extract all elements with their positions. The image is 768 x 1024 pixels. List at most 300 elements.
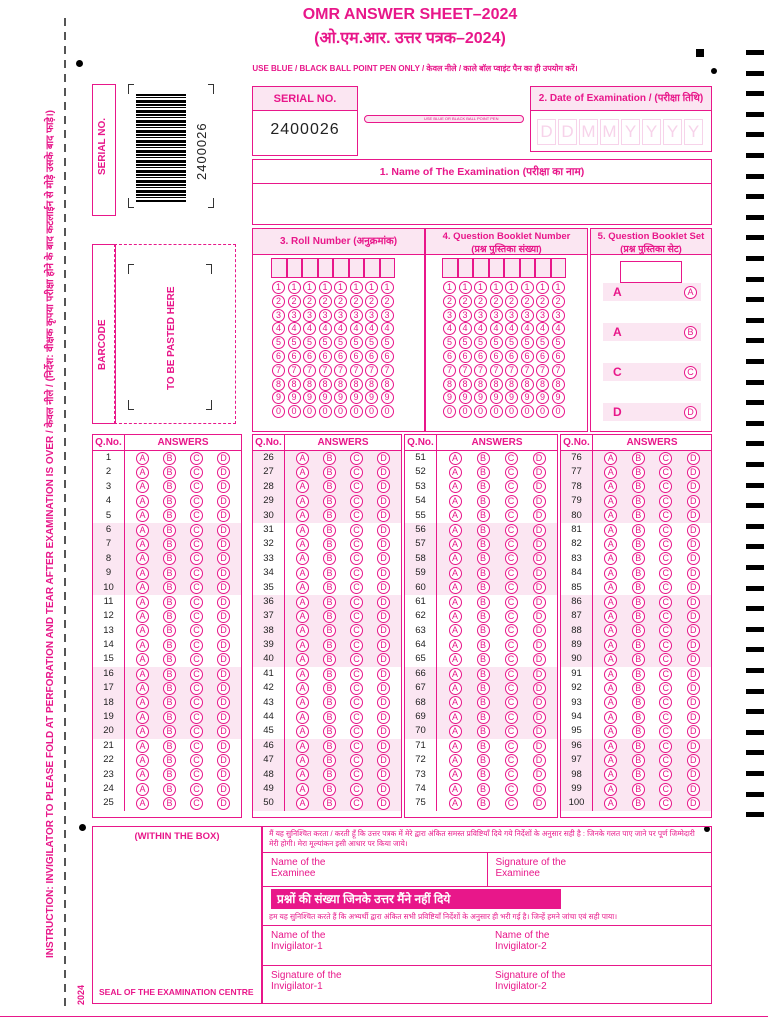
answer-bubble-c[interactable]: C <box>190 624 203 637</box>
roll-number-bubble[interactable]: 1 <box>381 281 394 294</box>
answer-bubble-d[interactable]: D <box>217 740 230 753</box>
roll-number-bubble[interactable]: 5 <box>288 336 301 349</box>
roll-number-bubble[interactable]: 6 <box>334 350 347 363</box>
answer-bubble-d[interactable]: D <box>687 668 700 681</box>
answer-bubble-d[interactable]: D <box>533 696 546 709</box>
roll-number-bubble[interactable]: 4 <box>350 322 363 335</box>
answer-bubble-c[interactable]: C <box>659 495 672 508</box>
answer-bubble-b[interactable]: B <box>163 466 176 479</box>
answer-bubble-a[interactable]: A <box>449 653 462 666</box>
answer-bubble-b[interactable]: B <box>632 711 645 724</box>
answer-bubble-a[interactable]: A <box>296 495 309 508</box>
answer-bubble-b[interactable]: B <box>632 639 645 652</box>
answer-bubble-b[interactable]: B <box>323 624 336 637</box>
booklet-number-write-cell[interactable] <box>458 258 474 278</box>
answer-bubble-d[interactable]: D <box>687 682 700 695</box>
booklet-number-bubble[interactable]: 7 <box>521 364 534 377</box>
answer-bubble-b[interactable]: B <box>632 538 645 551</box>
answer-bubble-d[interactable]: D <box>533 610 546 623</box>
answer-bubble-b[interactable]: B <box>323 696 336 709</box>
answer-bubble-b[interactable]: B <box>323 668 336 681</box>
answer-bubble-a[interactable]: A <box>449 509 462 522</box>
answer-bubble-d[interactable]: D <box>217 466 230 479</box>
answer-bubble-b[interactable]: B <box>632 480 645 493</box>
roll-number-bubble[interactable]: 1 <box>288 281 301 294</box>
answer-bubble-b[interactable]: B <box>323 783 336 796</box>
answer-bubble-d[interactable]: D <box>377 696 390 709</box>
booklet-number-bubble[interactable]: 8 <box>505 378 518 391</box>
booklet-number-bubble[interactable]: 3 <box>505 309 518 322</box>
answer-bubble-c[interactable]: C <box>659 538 672 551</box>
answer-bubble-a[interactable]: A <box>296 480 309 493</box>
roll-number-bubble[interactable]: 1 <box>319 281 332 294</box>
answer-bubble-d[interactable]: D <box>217 567 230 580</box>
roll-number-bubble[interactable]: 8 <box>319 378 332 391</box>
answer-bubble-b[interactable]: B <box>477 783 490 796</box>
booklet-number-bubble[interactable]: 0 <box>474 405 487 418</box>
answer-bubble-a[interactable]: A <box>449 768 462 781</box>
answer-bubble-c[interactable]: C <box>190 682 203 695</box>
answer-bubble-a[interactable]: A <box>604 538 617 551</box>
answer-bubble-c[interactable]: C <box>505 538 518 551</box>
answer-bubble-d[interactable]: D <box>687 567 700 580</box>
roll-number-bubble[interactable]: 2 <box>272 295 285 308</box>
answer-bubble-c[interactable]: C <box>350 495 363 508</box>
answer-bubble-b[interactable]: B <box>323 610 336 623</box>
booklet-number-bubble[interactable]: 9 <box>536 391 549 404</box>
answer-bubble-b[interactable]: B <box>163 711 176 724</box>
booklet-number-bubble[interactable]: 2 <box>521 295 534 308</box>
answer-bubble-b[interactable]: B <box>632 567 645 580</box>
booklet-number-bubble[interactable]: 7 <box>474 364 487 377</box>
answer-bubble-d[interactable]: D <box>533 754 546 767</box>
booklet-number-bubble[interactable]: 7 <box>443 364 456 377</box>
roll-number-bubble[interactable]: 7 <box>319 364 332 377</box>
answer-bubble-b[interactable]: B <box>632 740 645 753</box>
answer-bubble-d[interactable]: D <box>217 610 230 623</box>
answer-bubble-b[interactable]: B <box>632 668 645 681</box>
answer-bubble-d[interactable]: D <box>217 524 230 537</box>
answer-bubble-c[interactable]: C <box>659 711 672 724</box>
answer-bubble-b[interactable]: B <box>323 538 336 551</box>
answer-bubble-c[interactable]: C <box>659 682 672 695</box>
answer-bubble-c[interactable]: C <box>505 495 518 508</box>
answer-bubble-d[interactable]: D <box>687 639 700 652</box>
answer-bubble-c[interactable]: C <box>659 754 672 767</box>
answer-bubble-a[interactable]: A <box>296 783 309 796</box>
answer-bubble-d[interactable]: D <box>687 725 700 738</box>
answer-bubble-d[interactable]: D <box>217 452 230 465</box>
answer-bubble-d[interactable]: D <box>687 740 700 753</box>
roll-number-bubble[interactable]: 1 <box>272 281 285 294</box>
booklet-number-bubble[interactable]: 9 <box>552 391 565 404</box>
roll-number-write-cell[interactable] <box>349 258 365 278</box>
booklet-number-bubble[interactable]: 4 <box>505 322 518 335</box>
answer-bubble-a[interactable]: A <box>604 581 617 594</box>
answer-bubble-c[interactable]: C <box>659 725 672 738</box>
answer-bubble-b[interactable]: B <box>323 797 336 810</box>
answer-bubble-c[interactable]: C <box>190 653 203 666</box>
roll-number-bubble[interactable]: 3 <box>381 309 394 322</box>
answer-bubble-c[interactable]: C <box>350 624 363 637</box>
answer-bubble-b[interactable]: B <box>632 682 645 695</box>
answer-bubble-b[interactable]: B <box>632 495 645 508</box>
answer-bubble-b[interactable]: B <box>477 624 490 637</box>
booklet-number-bubble[interactable]: 3 <box>552 309 565 322</box>
booklet-number-bubble[interactable]: 9 <box>459 391 472 404</box>
answer-bubble-b[interactable]: B <box>632 653 645 666</box>
answer-bubble-c[interactable]: C <box>659 610 672 623</box>
roll-number-bubble[interactable]: 8 <box>288 378 301 391</box>
answer-bubble-a[interactable]: A <box>449 524 462 537</box>
roll-number-bubble[interactable]: 6 <box>350 350 363 363</box>
answer-bubble-a[interactable]: A <box>449 725 462 738</box>
answer-bubble-b[interactable]: B <box>323 452 336 465</box>
answer-bubble-d[interactable]: D <box>217 624 230 637</box>
roll-number-bubble[interactable]: 9 <box>288 391 301 404</box>
answer-bubble-c[interactable]: C <box>505 466 518 479</box>
answer-bubble-c[interactable]: C <box>659 696 672 709</box>
answer-bubble-d[interactable]: D <box>377 610 390 623</box>
answer-bubble-b[interactable]: B <box>323 552 336 565</box>
answer-bubble-b[interactable]: B <box>477 768 490 781</box>
answer-bubble-b[interactable]: B <box>163 768 176 781</box>
answer-bubble-d[interactable]: D <box>533 682 546 695</box>
booklet-number-bubble[interactable]: 1 <box>490 281 503 294</box>
answer-bubble-d[interactable]: D <box>687 596 700 609</box>
answer-bubble-d[interactable]: D <box>377 653 390 666</box>
roll-number-bubble[interactable]: 5 <box>350 336 363 349</box>
roll-number-bubble[interactable]: 2 <box>334 295 347 308</box>
answer-bubble-b[interactable]: B <box>477 524 490 537</box>
answer-bubble-a[interactable]: A <box>449 610 462 623</box>
answer-bubble-a[interactable]: A <box>136 596 149 609</box>
answer-bubble-a[interactable]: A <box>136 639 149 652</box>
answer-bubble-c[interactable]: C <box>659 581 672 594</box>
answer-bubble-a[interactable]: A <box>136 768 149 781</box>
date-cell[interactable]: Y <box>663 119 682 145</box>
answer-bubble-c[interactable]: C <box>190 480 203 493</box>
booklet-set-bubble[interactable]: B <box>684 326 697 339</box>
answer-bubble-c[interactable]: C <box>505 797 518 810</box>
answer-bubble-c[interactable]: C <box>505 480 518 493</box>
answer-bubble-c[interactable]: C <box>350 653 363 666</box>
answer-bubble-b[interactable]: B <box>477 711 490 724</box>
booklet-number-bubble[interactable]: 9 <box>521 391 534 404</box>
answer-bubble-a[interactable]: A <box>604 509 617 522</box>
answer-bubble-b[interactable]: B <box>477 682 490 695</box>
answer-bubble-d[interactable]: D <box>687 653 700 666</box>
answer-bubble-b[interactable]: B <box>632 797 645 810</box>
answer-bubble-d[interactable]: D <box>377 538 390 551</box>
booklet-number-bubble[interactable]: 4 <box>474 322 487 335</box>
answer-bubble-d[interactable]: D <box>217 768 230 781</box>
answer-bubble-b[interactable]: B <box>477 552 490 565</box>
answer-bubble-c[interactable]: C <box>505 524 518 537</box>
booklet-number-write-cell[interactable] <box>535 258 551 278</box>
booklet-number-bubble[interactable]: 1 <box>536 281 549 294</box>
answer-bubble-d[interactable]: D <box>217 682 230 695</box>
answer-bubble-c[interactable]: C <box>505 682 518 695</box>
answer-bubble-c[interactable]: C <box>190 509 203 522</box>
answer-bubble-a[interactable]: A <box>449 668 462 681</box>
roll-number-bubble[interactable]: 3 <box>334 309 347 322</box>
answer-bubble-c[interactable]: C <box>505 452 518 465</box>
booklet-set-bubble[interactable]: C <box>684 366 697 379</box>
answer-bubble-b[interactable]: B <box>477 538 490 551</box>
answer-bubble-d[interactable]: D <box>533 538 546 551</box>
answer-bubble-c[interactable]: C <box>350 682 363 695</box>
answer-bubble-c[interactable]: C <box>505 711 518 724</box>
booklet-number-bubble[interactable]: 7 <box>490 364 503 377</box>
roll-number-bubble[interactable]: 4 <box>334 322 347 335</box>
answer-bubble-d[interactable]: D <box>377 480 390 493</box>
answer-bubble-a[interactable]: A <box>604 567 617 580</box>
answer-bubble-a[interactable]: A <box>604 725 617 738</box>
answer-bubble-b[interactable]: B <box>477 495 490 508</box>
answer-bubble-c[interactable]: C <box>190 783 203 796</box>
answer-bubble-c[interactable]: C <box>350 480 363 493</box>
answer-bubble-d[interactable]: D <box>377 668 390 681</box>
answer-bubble-d[interactable]: D <box>217 538 230 551</box>
answer-bubble-b[interactable]: B <box>323 567 336 580</box>
answer-bubble-b[interactable]: B <box>163 696 176 709</box>
answer-bubble-d[interactable]: D <box>217 696 230 709</box>
answer-bubble-d[interactable]: D <box>533 567 546 580</box>
answer-bubble-a[interactable]: A <box>449 740 462 753</box>
answer-bubble-a[interactable]: A <box>449 581 462 594</box>
answer-bubble-b[interactable]: B <box>477 596 490 609</box>
booklet-number-bubble[interactable]: 3 <box>536 309 549 322</box>
answer-bubble-d[interactable]: D <box>687 624 700 637</box>
answer-bubble-b[interactable]: B <box>163 754 176 767</box>
booklet-number-bubble[interactable]: 4 <box>459 322 472 335</box>
answer-bubble-a[interactable]: A <box>296 567 309 580</box>
roll-number-write-cell[interactable] <box>271 258 287 278</box>
booklet-set-option[interactable] <box>603 323 701 341</box>
answer-bubble-b[interactable]: B <box>163 567 176 580</box>
answer-bubble-b[interactable]: B <box>323 682 336 695</box>
roll-number-bubble[interactable]: 5 <box>272 336 285 349</box>
roll-number-bubble[interactable]: 8 <box>334 378 347 391</box>
roll-number-bubble[interactable]: 0 <box>365 405 378 418</box>
booklet-number-bubble[interactable]: 1 <box>459 281 472 294</box>
roll-number-bubble[interactable]: 5 <box>381 336 394 349</box>
booklet-number-bubble[interactable]: 7 <box>536 364 549 377</box>
date-cell[interactable]: D <box>537 119 556 145</box>
answer-bubble-a[interactable]: A <box>136 567 149 580</box>
answer-bubble-d[interactable]: D <box>377 740 390 753</box>
roll-number-bubble[interactable]: 8 <box>350 378 363 391</box>
booklet-number-bubble[interactable]: 0 <box>459 405 472 418</box>
answer-bubble-a[interactable]: A <box>449 639 462 652</box>
answer-bubble-d[interactable]: D <box>687 480 700 493</box>
answer-bubble-d[interactable]: D <box>377 596 390 609</box>
answer-bubble-d[interactable]: D <box>533 524 546 537</box>
answer-bubble-d[interactable]: D <box>533 711 546 724</box>
answer-bubble-a[interactable]: A <box>449 596 462 609</box>
roll-number-bubble[interactable]: 4 <box>288 322 301 335</box>
answer-bubble-d[interactable]: D <box>533 596 546 609</box>
booklet-number-write-cell[interactable] <box>489 258 505 278</box>
answer-bubble-b[interactable]: B <box>163 596 176 609</box>
booklet-number-bubble[interactable]: 4 <box>490 322 503 335</box>
booklet-number-bubble[interactable]: 9 <box>474 391 487 404</box>
answer-bubble-d[interactable]: D <box>533 740 546 753</box>
roll-number-bubble[interactable]: 9 <box>350 391 363 404</box>
answer-bubble-d[interactable]: D <box>377 639 390 652</box>
roll-number-bubble[interactable]: 2 <box>319 295 332 308</box>
answer-bubble-c[interactable]: C <box>350 538 363 551</box>
answer-bubble-c[interactable]: C <box>659 668 672 681</box>
roll-number-bubble[interactable]: 6 <box>319 350 332 363</box>
answer-bubble-b[interactable]: B <box>163 639 176 652</box>
answer-bubble-c[interactable]: C <box>505 740 518 753</box>
answer-bubble-a[interactable]: A <box>604 466 617 479</box>
answer-bubble-a[interactable]: A <box>449 696 462 709</box>
answer-bubble-a[interactable]: A <box>136 653 149 666</box>
answer-bubble-a[interactable]: A <box>296 682 309 695</box>
roll-number-bubble[interactable]: 6 <box>303 350 316 363</box>
roll-number-bubble[interactable]: 2 <box>365 295 378 308</box>
answer-bubble-d[interactable]: D <box>687 452 700 465</box>
booklet-set-bubble[interactable]: A <box>684 286 697 299</box>
answer-bubble-b[interactable]: B <box>477 725 490 738</box>
answer-bubble-d[interactable]: D <box>377 725 390 738</box>
answer-bubble-b[interactable]: B <box>323 480 336 493</box>
answer-bubble-b[interactable]: B <box>477 740 490 753</box>
answer-bubble-d[interactable]: D <box>217 509 230 522</box>
answer-bubble-a[interactable]: A <box>449 552 462 565</box>
answer-bubble-a[interactable]: A <box>136 624 149 637</box>
booklet-number-bubble[interactable]: 8 <box>490 378 503 391</box>
answer-bubble-d[interactable]: D <box>377 567 390 580</box>
booklet-number-bubble[interactable]: 0 <box>521 405 534 418</box>
answer-bubble-a[interactable]: A <box>604 768 617 781</box>
date-cell[interactable]: Y <box>684 119 703 145</box>
answer-bubble-b[interactable]: B <box>323 768 336 781</box>
answer-bubble-b[interactable]: B <box>323 711 336 724</box>
date-cell[interactable]: Y <box>621 119 640 145</box>
roll-number-write-cell[interactable] <box>333 258 349 278</box>
answer-bubble-c[interactable]: C <box>350 639 363 652</box>
answer-bubble-d[interactable]: D <box>687 524 700 537</box>
roll-number-bubble[interactable]: 0 <box>272 405 285 418</box>
answer-bubble-b[interactable]: B <box>477 466 490 479</box>
answer-bubble-d[interactable]: D <box>687 696 700 709</box>
answer-bubble-c[interactable]: C <box>350 581 363 594</box>
roll-number-bubble[interactable]: 9 <box>319 391 332 404</box>
roll-number-bubble[interactable]: 9 <box>303 391 316 404</box>
answer-bubble-d[interactable]: D <box>533 725 546 738</box>
answer-bubble-d[interactable]: D <box>687 509 700 522</box>
answer-bubble-d[interactable]: D <box>533 639 546 652</box>
roll-number-bubble[interactable]: 5 <box>319 336 332 349</box>
answer-bubble-c[interactable]: C <box>505 509 518 522</box>
answer-bubble-d[interactable]: D <box>377 682 390 695</box>
roll-number-bubble[interactable]: 7 <box>334 364 347 377</box>
roll-number-write-cell[interactable] <box>380 258 396 278</box>
booklet-number-bubble[interactable]: 9 <box>490 391 503 404</box>
answer-bubble-a[interactable]: A <box>604 452 617 465</box>
answer-bubble-a[interactable]: A <box>136 797 149 810</box>
booklet-number-bubble[interactable]: 0 <box>490 405 503 418</box>
answer-bubble-a[interactable]: A <box>604 624 617 637</box>
answer-bubble-d[interactable]: D <box>377 452 390 465</box>
booklet-number-bubble[interactable]: 2 <box>459 295 472 308</box>
answer-bubble-b[interactable]: B <box>477 480 490 493</box>
roll-number-bubble[interactable]: 4 <box>272 322 285 335</box>
answer-bubble-b[interactable]: B <box>323 653 336 666</box>
answer-bubble-d[interactable]: D <box>687 581 700 594</box>
answer-bubble-b[interactable]: B <box>323 581 336 594</box>
answer-bubble-c[interactable]: C <box>350 740 363 753</box>
booklet-number-bubble[interactable]: 5 <box>505 336 518 349</box>
booklet-number-bubble[interactable]: 8 <box>459 378 472 391</box>
answer-bubble-a[interactable]: A <box>136 682 149 695</box>
answer-bubble-d[interactable]: D <box>217 711 230 724</box>
answer-bubble-c[interactable]: C <box>505 653 518 666</box>
answer-bubble-c[interactable]: C <box>190 797 203 810</box>
roll-number-bubble[interactable]: 1 <box>350 281 363 294</box>
answer-bubble-c[interactable]: C <box>190 466 203 479</box>
answer-bubble-d[interactable]: D <box>377 711 390 724</box>
answer-bubble-a[interactable]: A <box>604 480 617 493</box>
answer-bubble-b[interactable]: B <box>163 668 176 681</box>
answer-bubble-a[interactable]: A <box>296 768 309 781</box>
answer-bubble-a[interactable]: A <box>449 783 462 796</box>
booklet-number-bubble[interactable]: 8 <box>521 378 534 391</box>
answer-bubble-a[interactable]: A <box>449 538 462 551</box>
answer-bubble-a[interactable]: A <box>136 452 149 465</box>
booklet-number-bubble[interactable]: 4 <box>443 322 456 335</box>
answer-bubble-c[interactable]: C <box>190 610 203 623</box>
answer-bubble-b[interactable]: B <box>477 452 490 465</box>
booklet-number-bubble[interactable]: 2 <box>443 295 456 308</box>
answer-bubble-a[interactable]: A <box>136 711 149 724</box>
answer-bubble-b[interactable]: B <box>632 610 645 623</box>
answer-bubble-a[interactable]: A <box>604 783 617 796</box>
booklet-number-write-cell[interactable] <box>442 258 458 278</box>
booklet-number-bubble[interactable]: 1 <box>443 281 456 294</box>
answer-bubble-d[interactable]: D <box>217 797 230 810</box>
answer-bubble-a[interactable]: A <box>136 668 149 681</box>
answer-bubble-c[interactable]: C <box>505 725 518 738</box>
answer-bubble-d[interactable]: D <box>217 480 230 493</box>
roll-number-bubble[interactable]: 0 <box>381 405 394 418</box>
roll-number-bubble[interactable]: 7 <box>303 364 316 377</box>
booklet-number-bubble[interactable]: 9 <box>443 391 456 404</box>
answer-bubble-a[interactable]: A <box>296 740 309 753</box>
answer-bubble-c[interactable]: C <box>659 524 672 537</box>
answer-bubble-c[interactable]: C <box>659 624 672 637</box>
exam-name-field[interactable] <box>253 184 711 222</box>
date-cell[interactable]: Y <box>642 119 661 145</box>
invigilator2-signature-field[interactable]: Signature of the Invigilator-2 <box>495 970 566 992</box>
answer-bubble-b[interactable]: B <box>323 466 336 479</box>
booklet-number-bubble[interactable]: 2 <box>490 295 503 308</box>
answer-bubble-c[interactable]: C <box>505 567 518 580</box>
roll-number-bubble[interactable]: 7 <box>350 364 363 377</box>
answer-bubble-d[interactable]: D <box>533 624 546 637</box>
roll-number-bubble[interactable]: 6 <box>381 350 394 363</box>
booklet-number-bubble[interactable]: 6 <box>552 350 565 363</box>
booklet-number-bubble[interactable]: 7 <box>552 364 565 377</box>
answer-bubble-c[interactable]: C <box>190 552 203 565</box>
answer-bubble-d[interactable]: D <box>687 783 700 796</box>
answer-bubble-d[interactable]: D <box>377 797 390 810</box>
booklet-number-bubble[interactable]: 2 <box>552 295 565 308</box>
